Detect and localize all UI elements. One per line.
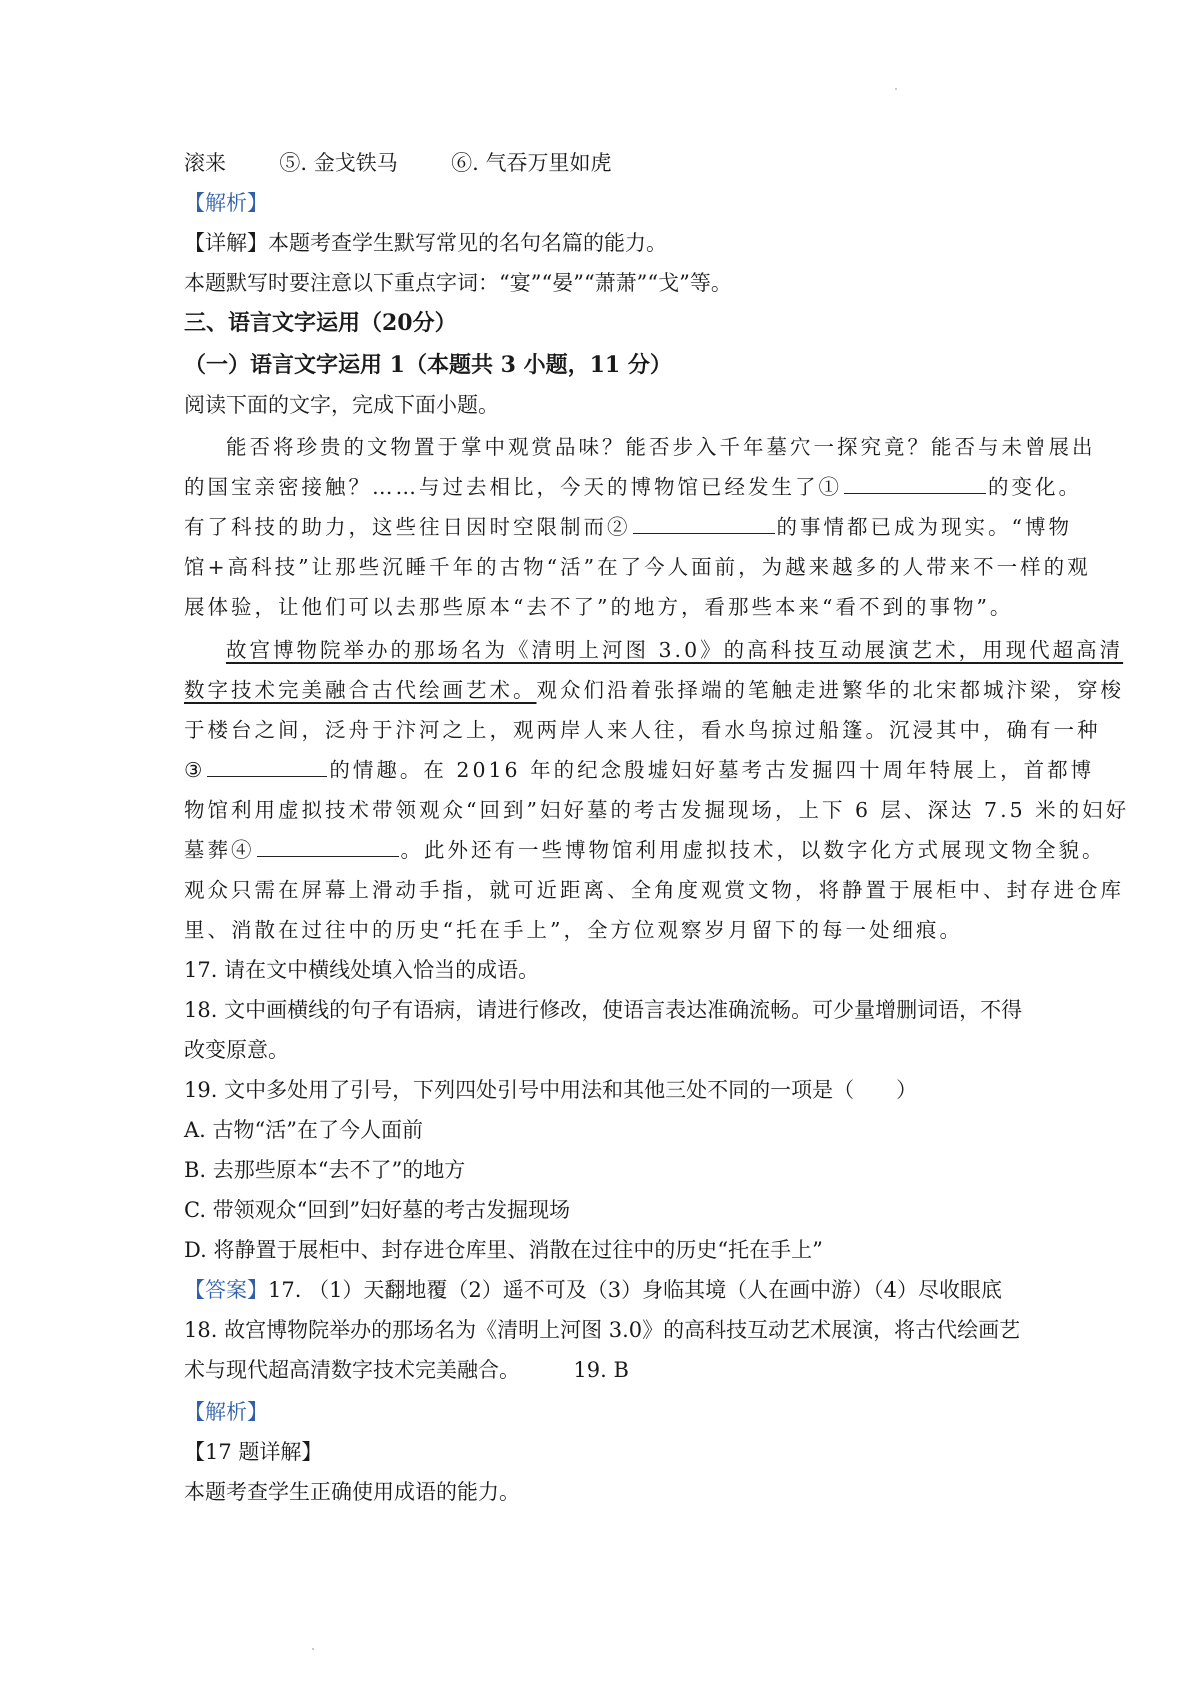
passage-line: 馆+高科技”让那些沉睡千年的古物“活”在了今人面前，为越来越多的人带来不一样的观	[184, 555, 1091, 579]
passage-line: 展体验，让他们可以去那些原本“去不了”的地方，看那些本来“看不到的事物”。	[184, 595, 1014, 619]
text: 的情趣。在 2016 年的纪念殷墟妇好墓考古发掘四十周年特展上，首都博	[329, 758, 1095, 782]
text: 的事情都已成为现实。“博物	[776, 515, 1072, 539]
text: 的变化。	[988, 475, 1082, 499]
text: 有了科技的助力，这些往日因时空限制而②	[184, 515, 631, 539]
section-heading: 三、语言文字运用（20分）	[184, 310, 457, 336]
passage-line: 观众只需在屏幕上滑动手指，就可近距离、全角度观赏文物，将静置于展柜中、封存进仓库	[184, 878, 1124, 902]
question-19: 19. 文中多处用了引号，下列四处引号中用法和其他三处不同的一项是（ ）	[184, 1078, 918, 1102]
text: 墓葬④	[184, 838, 255, 862]
blank-1	[844, 473, 986, 494]
passage-line	[184, 835, 1106, 865]
detail-text-17: 本题考查学生正确使用成语的能力。	[184, 1480, 520, 1504]
analysis-tag: 【解析】	[184, 191, 268, 215]
passage-line: 物馆利用虚拟技术带领观众“回到”妇好墓的考古发掘现场，上下 6 层、深达 7.5 米的妇好	[184, 798, 1130, 822]
analysis-tag-2: 【解析】	[184, 1400, 268, 1424]
question-18: 18. 文中画横线的句子有语病，请进行修改，使语言表达准确流畅。可少量增删词语，不得	[184, 998, 1023, 1022]
text: ③	[184, 758, 206, 782]
question-17: 17. 请在文中横线处填入恰当的成语。	[184, 958, 540, 982]
underlined-sentence: 故宫博物院举办的那场名为《清明上河图 3.0》的高科技互动展演艺术，用现代超高清	[226, 638, 1124, 662]
passage-line: 能否将珍贵的文物置于掌中观赏品味？能否步入千年墓穴一探究竟？能否与未曾展出	[226, 435, 1096, 459]
text: 。此外还有一些博物馆利用虚拟技术，以数字化方式展现文物全貌。	[400, 838, 1106, 862]
answer-6: ⑥. 气吞万里如虎	[451, 151, 612, 175]
answer-tag: 【答案】	[184, 1278, 268, 1302]
instruction: 阅读下面的文字，完成下面小题。	[184, 393, 499, 417]
text: 观众们沿着张择端的笔触走进繁华的北宋都城汴梁，穿梭	[536, 678, 1124, 702]
answer-5: ⑤. 金戈铁马	[279, 151, 398, 175]
subsection-heading: （一）语言文字运用 1（本题共 3 小题，11 分）	[184, 352, 672, 378]
option-a: A. 古物“活”在了今人面前	[184, 1118, 423, 1142]
option-c: C. 带领观众“回到”妇好墓的考古发掘现场	[184, 1198, 571, 1222]
detail-heading-17: 【17 题详解】	[184, 1440, 323, 1464]
blank-4	[257, 836, 399, 857]
passage-line	[184, 512, 1072, 542]
option-b: B. 去那些原本“去不了”的地方	[184, 1158, 466, 1182]
detail-text-2: 本题默写时要注意以下重点字词：“宴”“晏”“萧萧”“戈”等。	[184, 271, 732, 295]
answer-line	[184, 1275, 1002, 1305]
passage-line: 于楼台之间，泛舟于汴河之上，观两岸人来人往，看水鸟掠过船篷。沉浸其中，确有一种	[184, 718, 1101, 742]
answer-17: 17. （1）天翻地覆（2）遥不可及（3）身临其境（人在画中游）（4）尽收眼底	[268, 1278, 1003, 1302]
passage-line	[184, 675, 1124, 705]
answer-18: 18. 故宫博物院举办的那场名为《清明上河图 3.0》的高科技互动艺术展演，将古代绘画艺	[184, 1318, 1021, 1342]
question-18-cont: 改变原意。	[184, 1038, 289, 1062]
passage-line	[184, 472, 1082, 502]
detail-text: 【详解】本题考查学生默写常见的名句名篇的能力。	[184, 231, 667, 255]
passage-line: 里、消散在过往中的历史“托在手上”，全方位观察岁月留下的每一处细痕。	[184, 918, 963, 942]
scan-speck	[312, 1648, 314, 1650]
answer-continuation	[184, 148, 611, 178]
underlined-sentence-end: 数字技术完美融合古代绘画艺术。	[184, 678, 537, 702]
text: 滚来	[184, 151, 226, 175]
scan-speck	[895, 88, 897, 90]
passage-line	[184, 755, 1094, 785]
option-d: D. 将静置于展柜中、封存进仓库里、消散在过往中的历史“托在手上”	[184, 1238, 823, 1262]
text: 术与现代超高清数字技术完美融合。	[184, 1358, 520, 1382]
answer-19: 19. B	[573, 1358, 629, 1382]
blank-3	[207, 756, 327, 777]
answer-18-cont	[184, 1355, 629, 1385]
blank-2	[633, 513, 775, 534]
text: 的国宝亲密接触？……与过去相比，今天的博物馆已经发生了①	[184, 475, 842, 499]
